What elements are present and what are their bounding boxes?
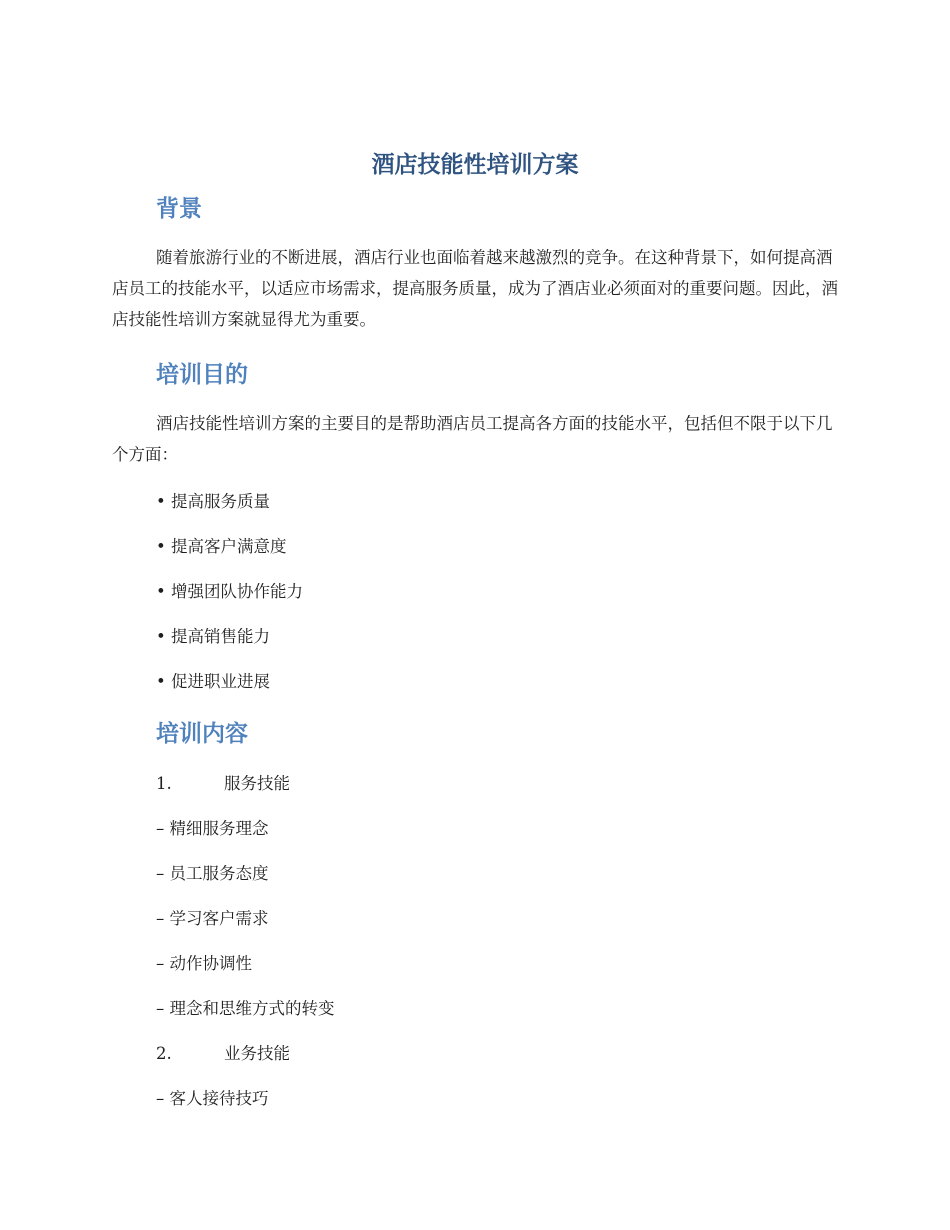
sub-item: – 动作协调性 (156, 954, 252, 973)
numbered-item (156, 772, 290, 796)
section-heading-training-purpose: 培训目的 (156, 362, 248, 388)
section-heading-training-content: 培训内容 (156, 721, 248, 747)
sub-item: – 理念和思维方式的转变 (156, 999, 335, 1018)
sub-item: – 员工服务态度 (156, 864, 269, 883)
section-paragraph-training-purpose: 酒店技能性培训方案的主要目的是帮助酒店员工提高各方面的技能水平，包括但不限于以下几个方面： (112, 414, 833, 464)
sub-item: – 精细服务理念 (156, 819, 269, 838)
bullet-item: • 提高销售能力 (156, 627, 270, 646)
item-number: 2. (156, 1044, 172, 1063)
section-heading-background: 背景 (156, 196, 202, 222)
sub-item: – 学习客户需求 (156, 909, 269, 928)
sub-item: – 客人接待技巧 (156, 1089, 269, 1108)
numbered-item (156, 1042, 290, 1066)
bullet-item: • 促进职业进展 (156, 672, 270, 691)
item-label: 业务技能 (224, 1044, 290, 1063)
bullet-item: • 增强团队协作能力 (156, 582, 303, 601)
bullet-item: • 提高客户满意度 (156, 537, 287, 556)
section-paragraph-background: 随着旅游行业的不断进展，酒店行业也面临着越来越激烈的竞争。在这种背景下，如何提高酒店员工的技能水平，以适应市场需求，提高服务质量，成为了酒店业必须面对的重要问题。因此，酒店技能性培训方案就显得尤为重要。 (112, 248, 838, 329)
item-label: 服务技能 (224, 774, 290, 793)
document-title: 酒店技能性培训方案 (371, 152, 579, 178)
bullet-item: • 提高服务质量 (156, 492, 270, 511)
item-number: 1. (156, 774, 172, 793)
